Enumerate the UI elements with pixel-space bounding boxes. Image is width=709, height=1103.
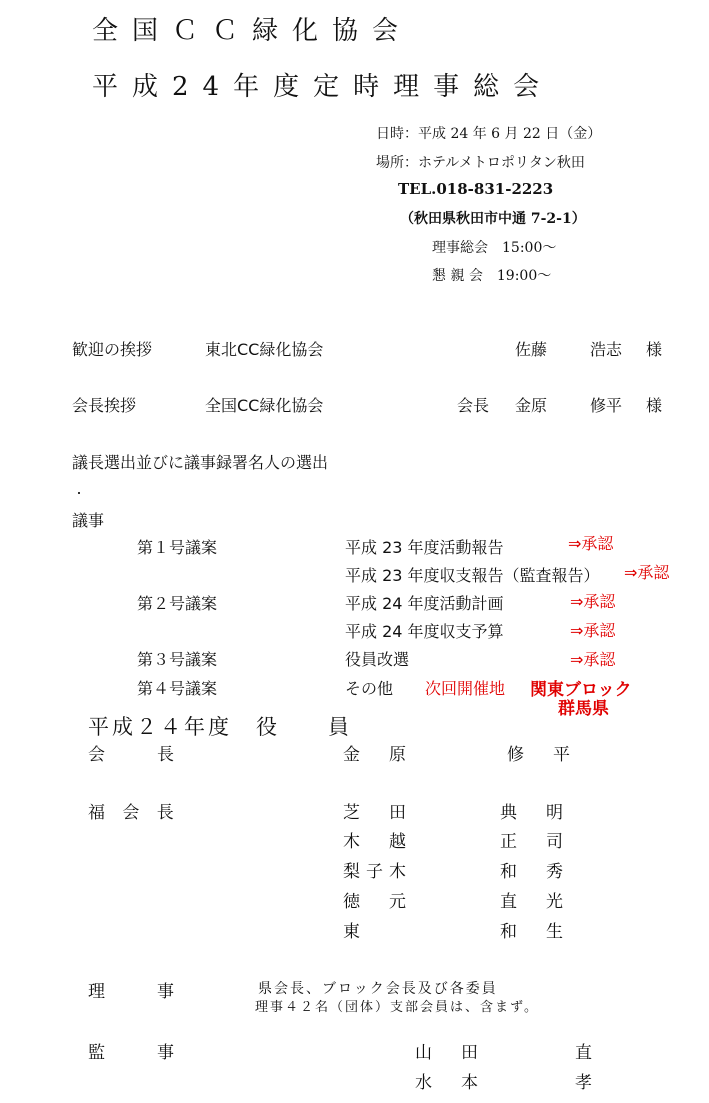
agenda-result-3: ⇒承認 — [570, 592, 616, 611]
vice-given-4: 直 光 — [500, 892, 569, 912]
vice-surname-4: 徳 元 — [343, 892, 412, 912]
president-greeting-surname: 金原 — [515, 396, 548, 415]
vice-surname-1: 芝 田 — [343, 803, 412, 823]
agenda-subject-4: 平成 24 年度収支予算 — [345, 622, 504, 641]
agenda-result-2: ⇒承認 — [624, 563, 670, 582]
agenda-subject-5: 役員改選 — [345, 650, 410, 669]
president-greeting-title: 会長 — [457, 396, 490, 415]
president-given: 修 平 — [507, 745, 576, 765]
venue-tel: TEL.018-831-2223 — [398, 180, 554, 198]
agenda-subject-3: 平成 24 年度活動計画 — [345, 594, 504, 613]
reception-time: 懇 親 会 19:00～ — [432, 268, 552, 284]
agenda-subject-6: その他 — [345, 679, 394, 698]
officers-heading: 平成２４年度 役 員 — [88, 715, 352, 739]
venue-address: （秋田県秋田市中通 7-2-1） — [400, 211, 586, 227]
agenda-subject-2: 平成 23 年度収支報告（監査報告） — [345, 566, 600, 585]
meeting-place: 場所：ホテルメトロポリタン秋田 — [376, 155, 585, 171]
welcome-surname: 佐藤 — [515, 340, 548, 359]
auditor-surname-1: 山 田 — [415, 1043, 484, 1063]
agenda-no-2: 第２号議案 — [137, 594, 218, 613]
president-label: 会 長 — [88, 745, 180, 765]
next-venue-pref: 群馬県 — [558, 699, 609, 719]
directors-note: 理事４２名（団体）支部会員は、含まず。 — [255, 1000, 539, 1015]
president-greeting-given: 修平 — [590, 396, 623, 415]
president-greeting-honorific: 様 — [646, 396, 663, 415]
vice-surname-5: 東 — [343, 922, 366, 942]
vice-given-1: 典 明 — [500, 803, 569, 823]
auditors-label: 監 事 — [88, 1043, 180, 1063]
president-greeting-org: 全国CC緑化協会 — [205, 396, 324, 415]
agenda-result-4: ⇒承認 — [570, 621, 616, 640]
agenda-no-1: 第１号議案 — [137, 538, 218, 557]
meeting-title: 平成24年度定時理事総会 — [92, 72, 554, 102]
president-surname: 金 原 — [343, 745, 412, 765]
meeting-datetime: 日時：平成 24 年 6 月 22 日（金） — [376, 126, 602, 142]
vice-given-5: 和 生 — [500, 922, 569, 942]
agenda-heading: 議事 — [72, 511, 105, 530]
vice-surname-3: 梨子木 — [343, 862, 412, 882]
vice-president-label: 福 会 長 — [88, 803, 180, 823]
auditor-given-1: 直 — [575, 1043, 598, 1063]
next-venue-block: 関東ブロック — [530, 680, 632, 700]
directors-label: 理 事 — [88, 982, 180, 1002]
agenda-result-1: ⇒承認 — [568, 534, 614, 553]
president-greeting-label: 会長挨拶 — [72, 396, 137, 415]
vice-surname-2: 木 越 — [343, 832, 412, 852]
welcome-org: 東北CC緑化協会 — [205, 340, 324, 359]
welcome-label: 歓迎の挨拶 — [72, 340, 153, 359]
stray-dot — [78, 492, 80, 494]
chair-election: 議長選出並びに議事録署名人の選出 — [72, 453, 329, 472]
org-title: 全国ＣＣ緑化協会 — [92, 16, 413, 46]
welcome-honorific: 様 — [646, 340, 663, 359]
agenda-no-4: 第４号議案 — [137, 679, 218, 698]
board-meeting-time: 理事総会 15:00～ — [432, 240, 557, 256]
welcome-given: 浩志 — [590, 340, 623, 359]
next-venue-label: 次回開催地 — [425, 679, 506, 698]
vice-given-3: 和 秀 — [500, 862, 569, 882]
vice-given-2: 正 司 — [500, 832, 569, 852]
auditor-surname-2: 水 本 — [415, 1073, 484, 1093]
agenda-no-3: 第３号議案 — [137, 650, 218, 669]
agenda-subject-1: 平成 23 年度活動報告 — [345, 538, 504, 557]
auditor-given-2: 孝 — [575, 1073, 598, 1093]
directors-desc: 県会長、ブロック会長及び各委員 — [258, 981, 498, 997]
agenda-result-5: ⇒承認 — [570, 650, 616, 669]
